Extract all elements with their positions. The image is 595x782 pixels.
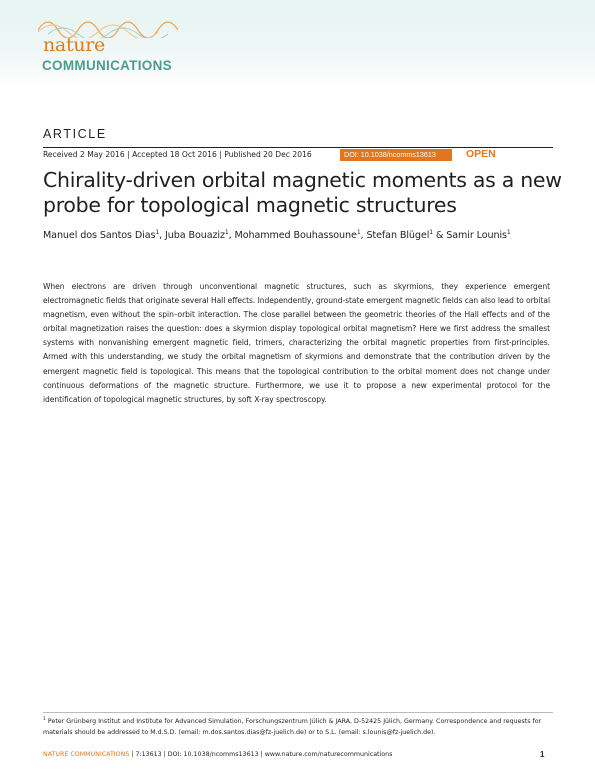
author-name[interactable]: Mohammed Bouhassoune — [234, 230, 357, 241]
affiliation-text: Peter Grünberg Institut and Institute for Advanced Simulation, Forschungszentrum Jülich & JARA, D-52425 Jülich, Germany. Correspondence and requests for materials should be addressed to M.d.S.D. (email: m.dos.santos.dias@fz-juelich.de) or to S.L. (email: s.lounis@fz-juelich.de). — [43, 718, 542, 736]
author-separator: , — [360, 230, 367, 241]
author-name[interactable]: Stefan Blügel — [366, 230, 430, 241]
published-date: Published 20 Dec 2016 — [224, 150, 312, 159]
author-list — [43, 230, 511, 241]
page-footer — [43, 751, 392, 758]
author-affiliation-marker: 1 — [429, 228, 433, 236]
article-type-label: ARTICLE — [43, 127, 107, 141]
author-separator: & — [432, 230, 447, 241]
author-name[interactable]: Juba Bouaziz — [165, 230, 225, 241]
publication-dates — [43, 150, 312, 159]
journal-logo-nature[interactable]: nature — [43, 34, 105, 56]
author-affiliation-marker: 1 — [506, 228, 511, 236]
affiliation-footnote — [43, 716, 555, 738]
page-number: 1 — [540, 750, 545, 759]
author-affiliation-marker: 1 — [224, 228, 229, 236]
open-access-label: OPEN — [466, 148, 496, 160]
abstract-text: When electrons are driven through unconventional magnetic structures, such as skyrmions, they experience emergent electromagnetic fields that originate several Hall effects. Independently, ground-state emergent magnetic fields can also lead to orbital magnetism, even without the spin–orbit interaction. The close parallel between the geometric theories of the Hall effects and of the orbital magnetization raises the question: does a skyrmion display topological orbital magnetism? Here we first address the smallest systems with nonvanishing emergent magnetic field, trimers, characterizing the orbital magnetic properties from first-principles. Armed with this understanding, we study the orbital magnetism of skyrmions and demonstrate that the contribution driven by the emergent magnetic field is topological. This means that the topological contribution to the orbital moment does not change under continuous deformations of the magnetic structure. Furthermore, we use it to propose a new experimental protocol for the identification of topological magnetic structures, by soft X-ray spectroscopy. — [43, 282, 550, 404]
date-separator: | — [127, 150, 133, 159]
accepted-date: Accepted 18 Oct 2016 — [132, 150, 217, 159]
affiliation-marker: 1 — [43, 716, 46, 722]
article-title: Chirality-driven orbital magnetic moments as a new probe for topological magnetic structures — [43, 168, 562, 217]
author-affiliation-marker: 1 — [356, 228, 361, 236]
footer-details: | 7:13613 | DOI: 10.1038/ncomms13613 | www.nature.com/naturecommunications — [131, 751, 393, 758]
author-separator: , — [159, 230, 166, 241]
author-name[interactable]: Manuel dos Santos Dias — [43, 230, 156, 241]
author-affiliation-marker: 1 — [155, 228, 160, 236]
journal-logo-communications[interactable]: COMMUNICATIONS — [42, 58, 172, 73]
doi-badge[interactable]: DOI: 10.1038/ncomms13613 — [340, 149, 452, 161]
date-separator: | — [219, 150, 225, 159]
author-name[interactable]: Samir Lounis — [446, 230, 507, 241]
footnote-divider — [43, 712, 553, 713]
received-date: Received 2 May 2016 — [43, 150, 125, 159]
footer-journal-name: NATURE COMMUNICATIONS — [43, 751, 130, 758]
author-separator: , — [228, 230, 235, 241]
